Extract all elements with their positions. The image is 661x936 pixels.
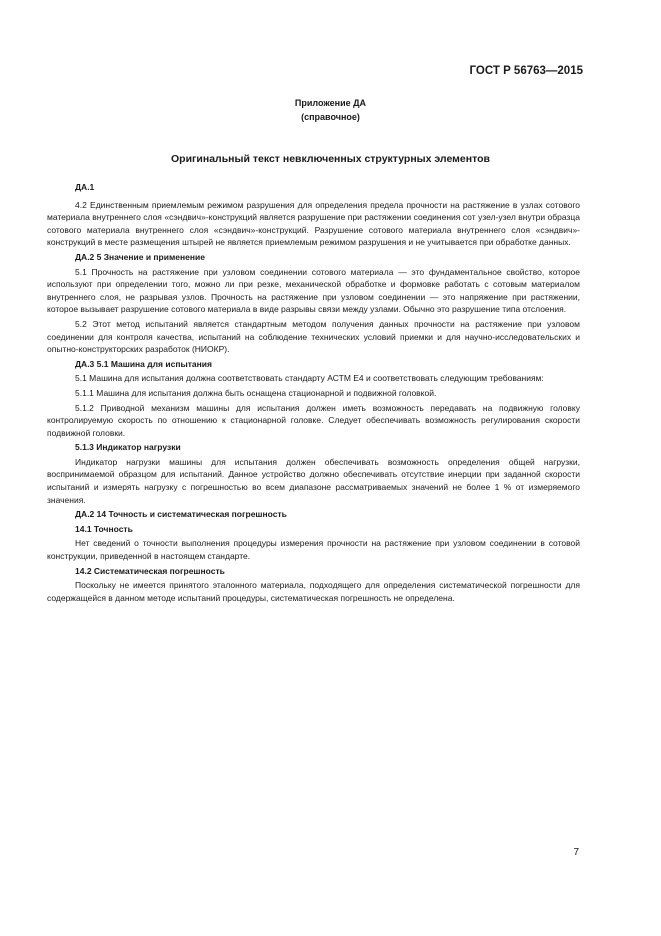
clause-heading: ДА.2 5 Значение и применение bbox=[75, 251, 205, 262]
paragraph: 5.2 Этот метод испытаний является стандартным методом получения данных прочности на растяжение при узловом соединении для контроля качества, испытаний на соблюдение технических условий приемки и для научно-исследовательских и опытно-конструкторских разработок (НИОКР). bbox=[47, 318, 580, 355]
document-body bbox=[47, 181, 580, 604]
clause-heading: ДА.3 5.1 Машина для испытания bbox=[75, 358, 212, 369]
paragraph: Индикатор нагрузки машины для испытания должен обеспечивать возможность определения общей нагрузки, воспринимаемой образцом для испытаний. Данное устройство должно обеспечивать отсутствие инерции при заданной скорости испытаний и измерять нагрузку с погрешностью во всем диапазоне рассматриваемых значений не более 1 % от измеряемого значения. bbox=[47, 456, 580, 505]
paragraph: Нет сведений о точности выполнения процедуры измерения прочности на растяжение при узловом соединении в сотовой конструкции, приведенной в настоящем стандарте. bbox=[47, 538, 580, 562]
paragraph: 5.1 Прочность на растяжение при узловом соединении сотового материала — это фундаментальное свойство, которое используют при определении того, можно ли при резке, механической обработке и формовке работать с сотовым материалом внутреннего слоя, не разрывая узлов. Прочность на растяжение при узловом соединении — это напряжение при растяжении, которое вызывает разрушение сотового материала в виде разрывы связи между узлами. Обычно это разрушение типа отслоения. bbox=[47, 266, 580, 315]
clause-heading: 5.1.3 Индикатор нагрузки bbox=[75, 442, 181, 453]
paragraph: 4.2 Единственным приемлемым режимом разрушения для определения предела прочности на растяжение в узлах сотового материала внутреннего слоя «сэндвич»-конструкций является разрушение при растяжении соединения сот узел-узел внутри образца сотового материала внутреннего слоя «сэндвич»-конструкций. Разрушение сотового материала внутреннего слоя «сэндвич»-конструкций в месте размещения штырей не является приемлемым режимом разрушения и не учитывается при обработке данных. bbox=[47, 199, 580, 248]
paragraph: Поскольку не имеется принятого эталонного материала, подходящего для определения систематической погрешности для содержащейся в данном методе испытаний процедуры, систематическая погрешность не определена. bbox=[47, 580, 580, 603]
paragraph: 5.1 Машина для испытания должна соответствовать стандарту АСТМ Е4 и соответствовать следующим требованиям: bbox=[75, 373, 544, 384]
annex-heading bbox=[0, 96, 661, 124]
paragraph: 5.1.1 Машина для испытания должна быть оснащена стационарной и подвижной головкой. bbox=[75, 387, 437, 398]
document-number: ГОСТ Р 56763—2015 bbox=[469, 65, 583, 77]
clause-heading: ДА.1 bbox=[75, 182, 95, 192]
clause-heading: 14.2 Систематическая погрешность bbox=[75, 565, 225, 576]
clause-heading: ДА.2 14 Точность и систематическая погрешность bbox=[75, 509, 287, 520]
section-title: Оригинальный текст невключенных структурных элементов bbox=[171, 153, 490, 165]
clause-heading: 14.1 Точность bbox=[75, 523, 133, 534]
page-number: 7 bbox=[573, 847, 579, 858]
paragraph: 5.1.2 Приводной механизм машины для испытания должен иметь возможность передавать на подвижную головку контролируемую скорость по отношению к стационарной головке. Следует обеспечивать возможность регулирования скорости подвижной головки. bbox=[47, 402, 580, 438]
annex-title: Приложение ДА bbox=[294, 98, 367, 108]
annex-subtitle: (справочное) bbox=[301, 112, 360, 122]
